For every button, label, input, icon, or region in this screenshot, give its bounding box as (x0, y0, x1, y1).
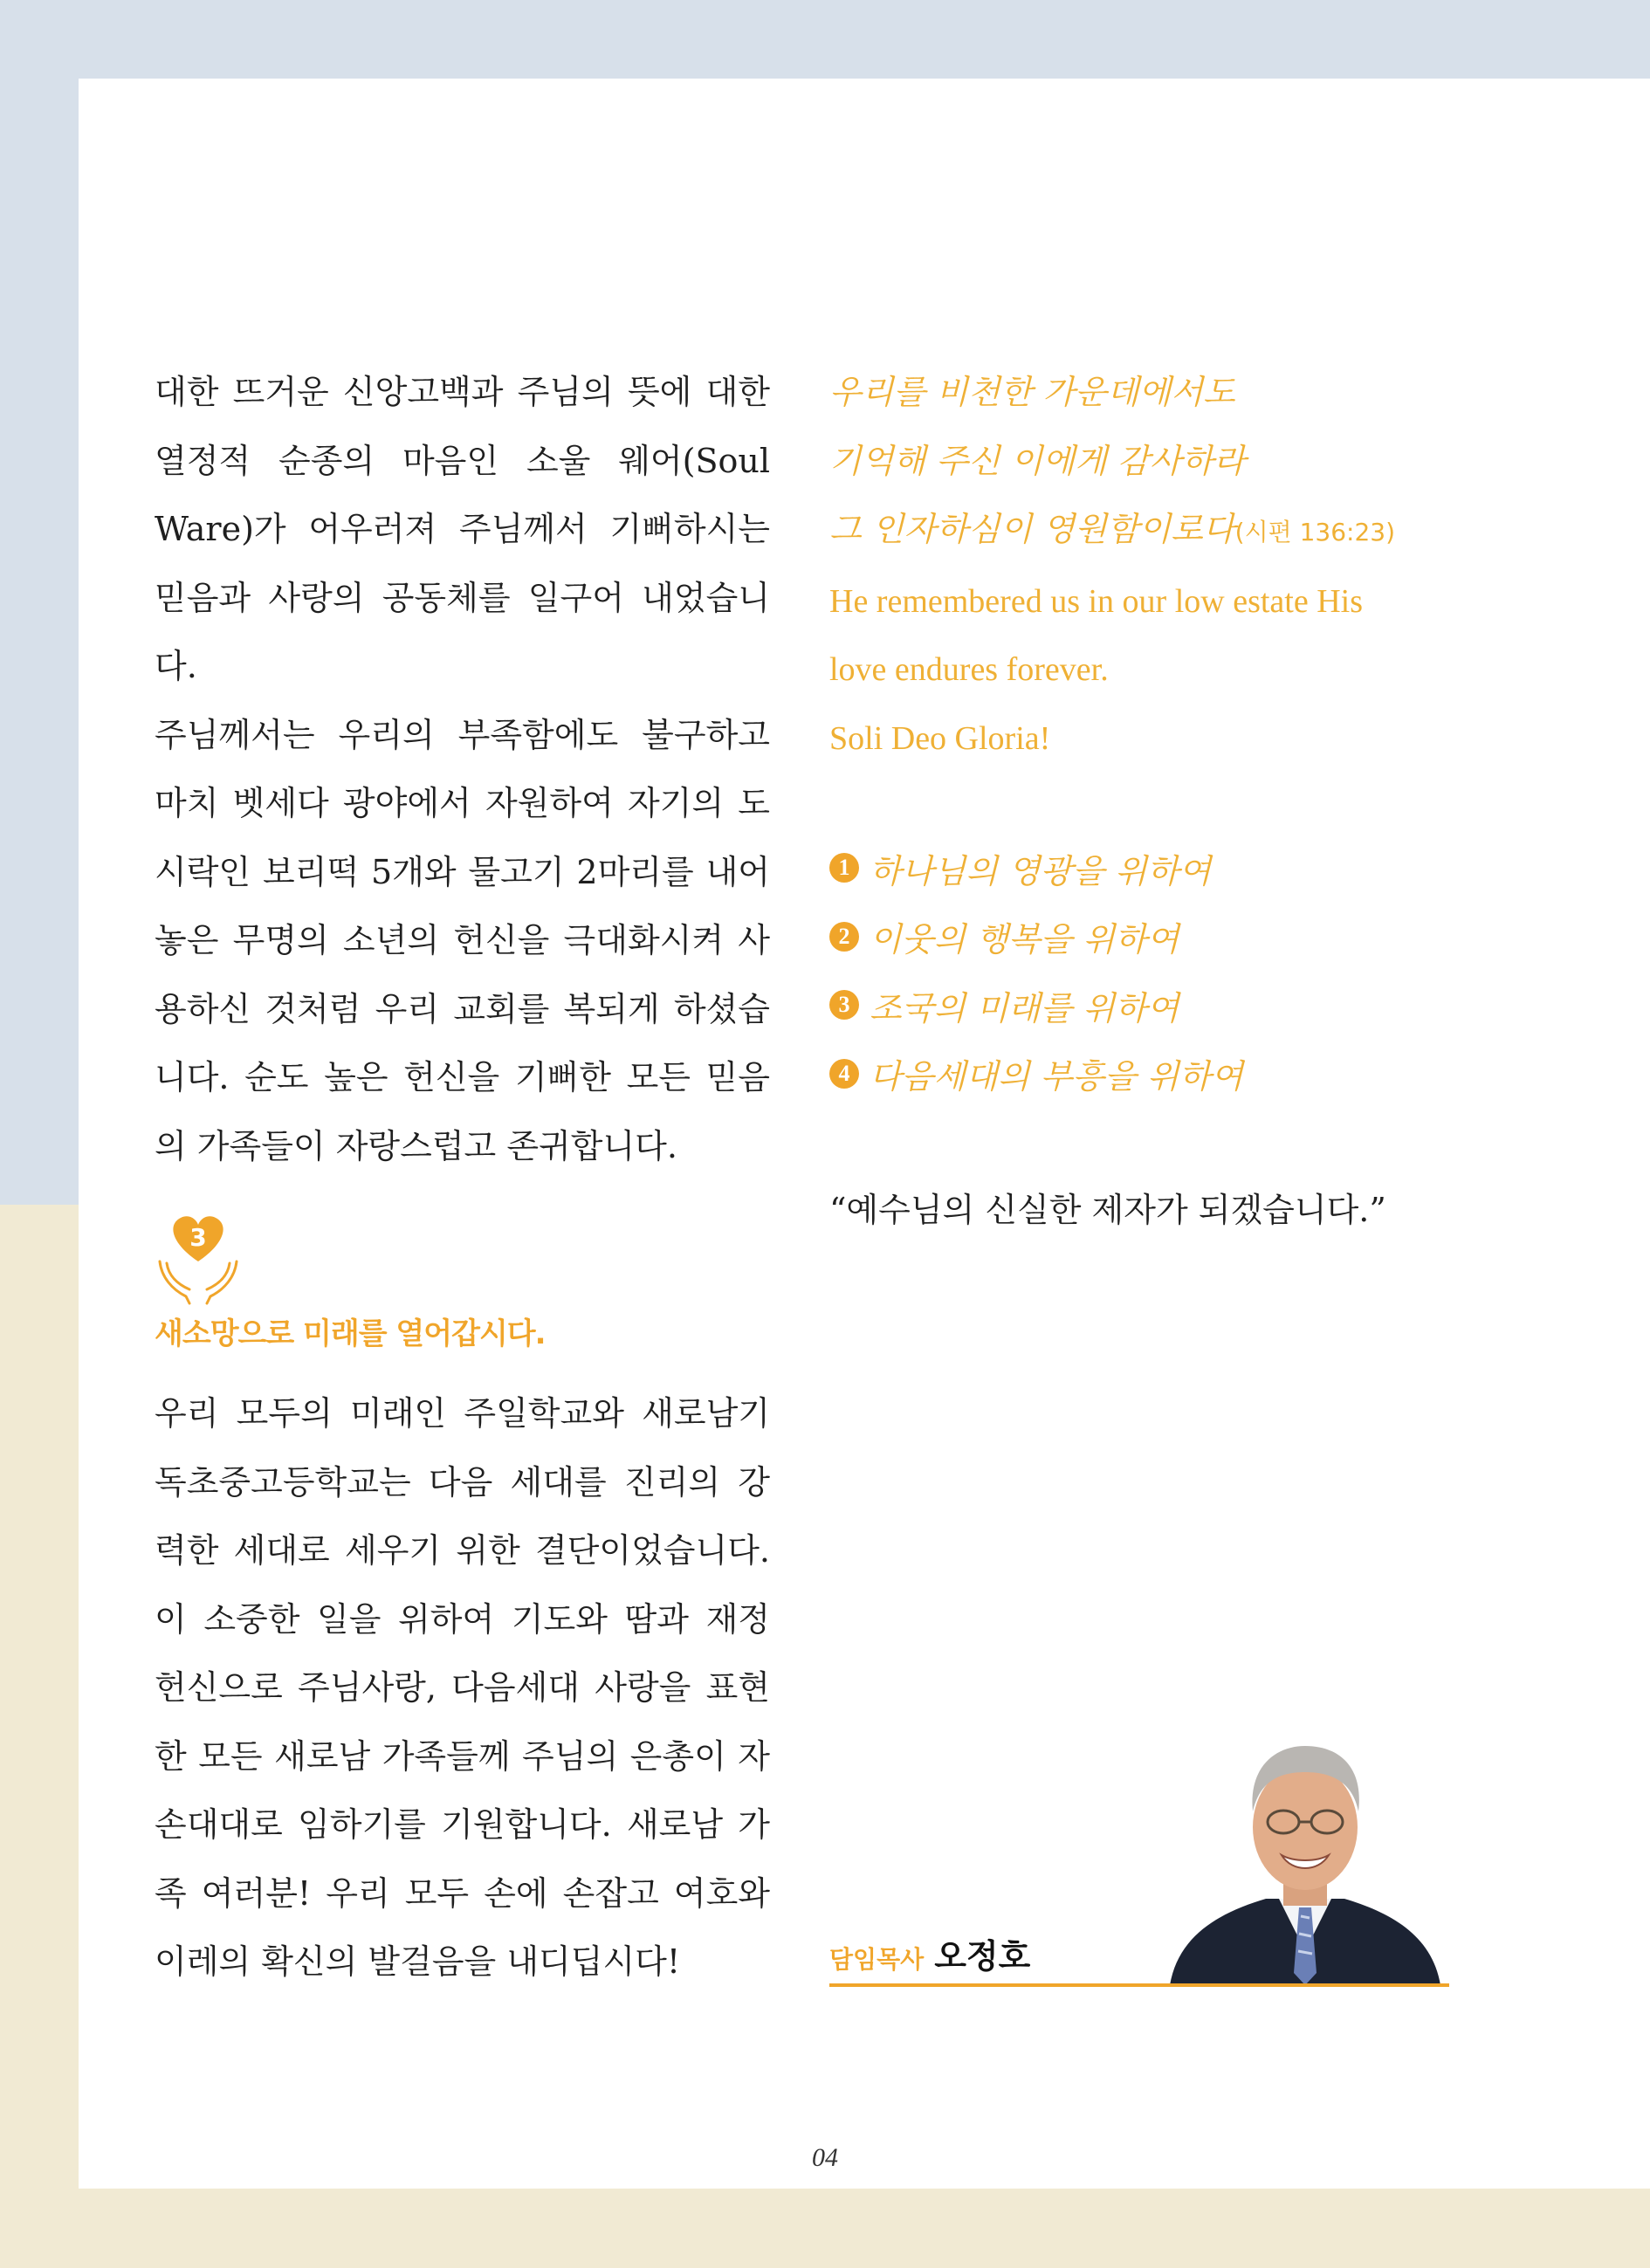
goal-number-badge: 4 (829, 1059, 859, 1089)
verse-block (829, 358, 1493, 773)
verse-en-line-3: Soli Deo Gloria! (829, 719, 1051, 757)
verse-line-3-text: 그 인자하심이 영원함이로다 (829, 510, 1235, 548)
goal-item (829, 1040, 1243, 1109)
verse-line-1: 우리를 비천한 가운데에서도 (829, 373, 1235, 411)
goal-item (829, 834, 1243, 903)
goals-list (829, 834, 1243, 1108)
page-number: 04 (812, 2143, 838, 2172)
goal-text: 이웃의 행복을 위하여 (870, 920, 1179, 959)
goal-number-badge: 1 (829, 853, 859, 883)
verse-line-2: 기억해 주신 이에게 감사하라 (829, 441, 1246, 480)
goal-number-badge: 3 (829, 990, 859, 1020)
goal-text: 다음세대의 부흥을 위하여 (870, 1057, 1243, 1096)
section-title: 새소망으로 미래를 열어갑시다. (155, 1316, 546, 1351)
signature-underline (829, 1983, 1449, 1987)
signature-name: 오정호 (934, 1937, 1031, 1976)
verse-reference: (시편 136:23) (1234, 518, 1396, 546)
paragraph-boy-devotion: 주님께서는 우리의 부족함에도 불구하고 마치 벳세다 광야에서 자원하여 자기의 도시락인 보리떡 5개와 물고기 2마리를 내어놓은 무명의 소년의 헌신을 극대화시켜 사용하신 것처럼 우리 교회를 복되게 하셨습니다. 순도 높은 헌신을 기뻐한 모든 믿음의 가족들이 자랑스럽고 존귀합니다. (155, 715, 770, 1165)
left-column-bottom (155, 1379, 770, 1997)
left-column-top (155, 358, 770, 1180)
verse-line-3 (829, 495, 1493, 567)
goal-item (829, 971, 1243, 1040)
paragraph-community: 대한 뜨거운 신앙고백과 주님의 뜻에 대한 열정적 순종의 마음인 소울 웨어(Soul Ware)가 어우러져 주님께서 기뻐하시는 믿음과 사랑의 공동체를 일구어 내었습니다. (155, 373, 770, 685)
goal-text: 하나님의 영광을 위하여 (870, 851, 1212, 890)
heart-hands-icon (155, 1209, 242, 1307)
section-number: 3 (189, 1223, 207, 1252)
paragraph-next-generation: 우리 모두의 미래인 주일학교와 새로남기독초중고등학교는 다음 세대를 진리의 강력한 세대로 세우기 위한 결단이었습니다. 이 소중한 일을 위하여 기도와 땀과 재정 헌신으로 주님사랑, 다음세대 사랑을 표현한 모든 새로남 가족들께 주님의 은총이 자손대대로 임하기를 기원합니다. 새로남 가족 여러분! 우리 모두 손에 손잡고 여호와 이레의 확신의 발걸음을 내디딥시다! (155, 1394, 770, 1981)
goal-item (829, 903, 1243, 972)
goal-number-badge: 2 (829, 922, 859, 952)
discipleship-quote: “예수님의 신실한 제자가 되겠습니다.” (829, 1191, 1386, 1229)
goal-text: 조국의 미래를 위하여 (870, 988, 1179, 1027)
signature (829, 1929, 1030, 1977)
verse-en-line-1: He remembered us in our low estate His (829, 582, 1363, 620)
pastor-portrait (1161, 1724, 1449, 1985)
signature-role: 담임목사 (829, 1945, 925, 1974)
verse-en-line-2: love endures forever. (829, 651, 1109, 688)
